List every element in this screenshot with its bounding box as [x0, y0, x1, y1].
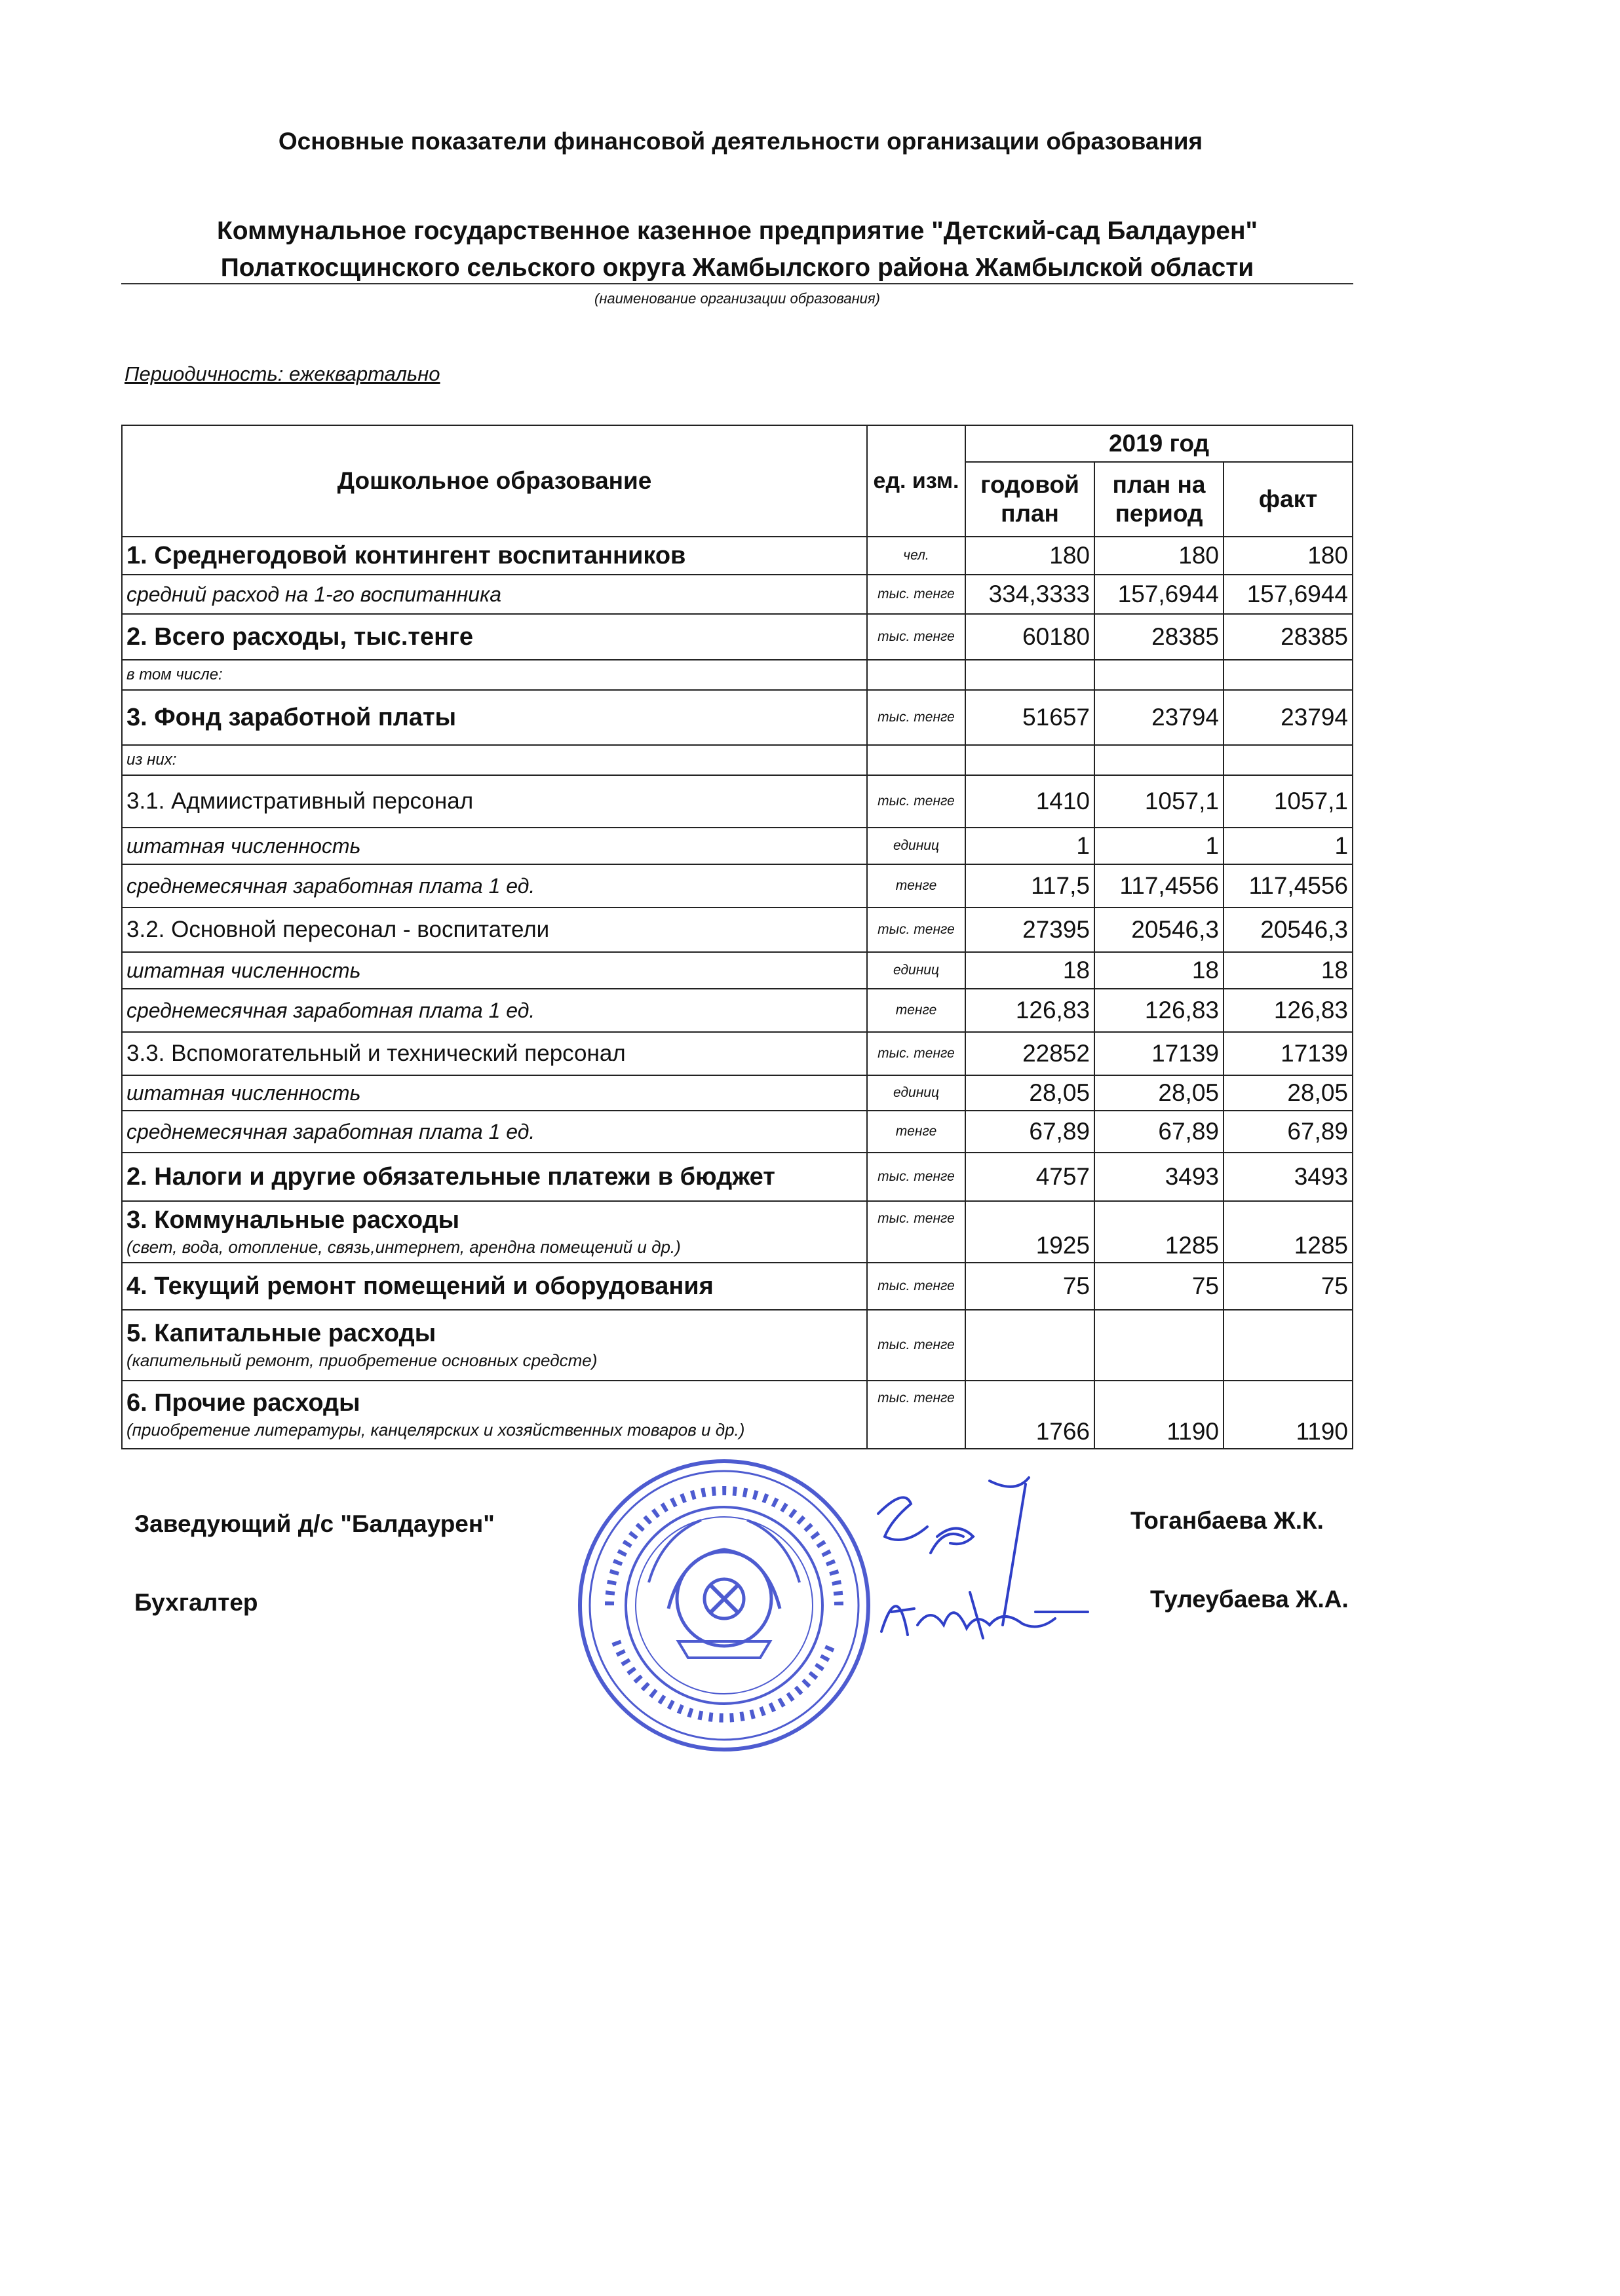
row-unit: тыс. тенге [867, 614, 965, 660]
row-label [122, 1381, 867, 1449]
row-annual-plan: 28,05 [965, 1075, 1094, 1111]
row-period-plan: 117,4556 [1094, 864, 1224, 908]
row-label-note: (капительный ремонт, приобретение основных средстe) [126, 1350, 598, 1370]
row-annual-plan: 75 [965, 1263, 1094, 1310]
organization-underline [121, 283, 1353, 284]
row-period-plan: 126,83 [1094, 989, 1224, 1032]
row-label: 3. Фонд заработной платы [122, 690, 867, 745]
row-annual-plan: 117,5 [965, 864, 1094, 908]
row-label: из них: [122, 745, 867, 775]
row-period-plan [1094, 745, 1224, 775]
row-unit [867, 660, 965, 690]
row-annual-plan: 51657 [965, 690, 1094, 745]
header-section: Дошкольное образование [122, 425, 867, 537]
row-fact [1224, 745, 1353, 775]
row-label-text: 6. Прочие расходы [126, 1389, 360, 1417]
row-annual-plan: 27395 [965, 908, 1094, 952]
row-annual-plan: 180 [965, 537, 1094, 575]
header-annual-plan: годовой план [965, 462, 1094, 537]
state-emblem-seal-icon [570, 1451, 878, 1759]
row-label: 4. Текущий ремонт помещений и оборудования [122, 1263, 867, 1310]
table-row [122, 1310, 1353, 1381]
row-unit: тыс. тенге [867, 1201, 965, 1263]
table-row [122, 908, 1353, 952]
row-label: 2. Всего расходы, тыс.тенге [122, 614, 867, 660]
row-label: среднемесячная заработная плата 1 ед. [122, 864, 867, 908]
row-label: 2. Налоги и другие обязательные платежи в бюджет [122, 1153, 867, 1201]
row-fact: 180 [1224, 537, 1353, 575]
row-unit: тенге [867, 989, 965, 1032]
table-row [122, 575, 1353, 614]
row-period-plan: 23794 [1094, 690, 1224, 745]
row-unit: единиц [867, 952, 965, 989]
table-row [122, 864, 1353, 908]
row-label-note: (свет, вода, отопление, связь,интернет, арендна помещений и др.) [126, 1237, 681, 1257]
row-fact: 20546,3 [1224, 908, 1353, 952]
row-label: 3.2. Основной пересонал - воспитатели [122, 908, 867, 952]
header-fact: факт [1224, 462, 1353, 537]
table-row [122, 828, 1353, 864]
row-label: средний расход на 1-го воспитанника [122, 575, 867, 614]
table-row [122, 1075, 1353, 1111]
row-period-plan: 157,6944 [1094, 575, 1224, 614]
organization-caption: (наименование организации образования) [594, 290, 880, 307]
row-annual-plan: 67,89 [965, 1111, 1094, 1153]
table-row [122, 690, 1353, 745]
row-label: в том числе: [122, 660, 867, 690]
row-unit: единиц [867, 828, 965, 864]
table-row [122, 745, 1353, 775]
row-fact: 28,05 [1224, 1075, 1353, 1111]
row-fact: 1190 [1224, 1381, 1353, 1449]
row-annual-plan: 334,3333 [965, 575, 1094, 614]
organization-name-line-1: Коммунальное государственное казенное предприятие "Детский-сад Балдаурен" [216, 217, 1258, 245]
head-title: Заведующий д/с "Балдаурен" [134, 1510, 495, 1537]
row-annual-plan: 18 [965, 952, 1094, 989]
row-label-note: (приобретение литературы, канцелярских и хозяйственных товаров и др.) [126, 1420, 745, 1440]
row-period-plan: 1 [1094, 828, 1224, 864]
table-row [122, 775, 1353, 828]
accountant-signature-icon [872, 1573, 1094, 1658]
row-period-plan: 1190 [1094, 1381, 1224, 1449]
table-row [122, 537, 1353, 575]
row-annual-plan [965, 660, 1094, 690]
row-label-text: 3. Коммунальные расходы [126, 1206, 460, 1234]
table-row [122, 1153, 1353, 1201]
row-fact: 1 [1224, 828, 1353, 864]
header-unit: ед. изм. [867, 425, 965, 537]
row-period-plan: 3493 [1094, 1153, 1224, 1201]
row-unit: тенге [867, 864, 965, 908]
row-fact: 3493 [1224, 1153, 1353, 1201]
row-label: 3.3. Вспомогательный и технический персонал [122, 1032, 867, 1075]
financial-indicators-table [121, 425, 1353, 1449]
row-label: среднемесячная заработная плата 1 ед. [122, 989, 867, 1032]
row-period-plan: 1057,1 [1094, 775, 1224, 828]
accountant-title: Бухгалтер [134, 1589, 258, 1616]
header-period-plan: план на период [1094, 462, 1224, 537]
row-unit: тыс. тенге [867, 775, 965, 828]
row-unit: тыс. тенге [867, 1263, 965, 1310]
table-row [122, 952, 1353, 989]
row-period-plan: 20546,3 [1094, 908, 1224, 952]
row-fact: 126,83 [1224, 989, 1353, 1032]
row-unit: тыс. тенге [867, 1153, 965, 1201]
row-annual-plan: 1766 [965, 1381, 1094, 1449]
row-period-plan: 28385 [1094, 614, 1224, 660]
row-fact [1224, 660, 1353, 690]
row-annual-plan: 22852 [965, 1032, 1094, 1075]
row-annual-plan: 1925 [965, 1201, 1094, 1263]
document-title: Основные показатели финансовой деятельности организации образования [278, 128, 1203, 155]
row-fact: 23794 [1224, 690, 1353, 745]
row-label: 3.1. Адмиистративный персонал [122, 775, 867, 828]
row-period-plan: 28,05 [1094, 1075, 1224, 1111]
organization-name [121, 213, 1353, 286]
row-fact: 28385 [1224, 614, 1353, 660]
table-row [122, 989, 1353, 1032]
table-row [122, 1111, 1353, 1153]
row-unit: тыс. тенге [867, 1310, 965, 1381]
row-label: штатная численность [122, 1075, 867, 1111]
table-row [122, 1201, 1353, 1263]
row-label: 1. Среднегодовой контингент воспитанников [122, 537, 867, 575]
row-label-text: 5. Капитальные расходы [126, 1320, 436, 1347]
head-name: Тоганбаева Ж.К. [1130, 1507, 1324, 1534]
row-fact: 157,6944 [1224, 575, 1353, 614]
row-annual-plan: 1410 [965, 775, 1094, 828]
row-fact: 67,89 [1224, 1111, 1353, 1153]
row-unit: единиц [867, 1075, 965, 1111]
row-label [122, 1310, 867, 1381]
accountant-name: Тулеубаева Ж.А. [1150, 1586, 1349, 1613]
row-fact: 1285 [1224, 1201, 1353, 1263]
row-label: штатная численность [122, 952, 867, 989]
row-label [122, 1201, 867, 1263]
row-unit: тыс. тенге [867, 1032, 965, 1075]
row-unit [867, 745, 965, 775]
row-period-plan: 67,89 [1094, 1111, 1224, 1153]
row-fact: 1057,1 [1224, 775, 1353, 828]
row-fact: 18 [1224, 952, 1353, 989]
table-row [122, 1381, 1353, 1449]
organization-name-line-2: Полаткосщинского сельского округа Жамбылского района Жамбылской области [220, 254, 1254, 282]
header-year: 2019 год [965, 425, 1353, 462]
row-period-plan: 75 [1094, 1263, 1224, 1310]
row-annual-plan: 60180 [965, 614, 1094, 660]
row-unit: чел. [867, 537, 965, 575]
row-label: среднемесячная заработная плата 1 ед. [122, 1111, 867, 1153]
row-unit: тыс. тенге [867, 575, 965, 614]
row-annual-plan: 1 [965, 828, 1094, 864]
row-period-plan: 1285 [1094, 1201, 1224, 1263]
row-annual-plan [965, 1310, 1094, 1381]
row-period-plan: 17139 [1094, 1032, 1224, 1075]
row-period-plan: 180 [1094, 537, 1224, 575]
row-fact [1224, 1310, 1353, 1381]
row-period-plan [1094, 1310, 1224, 1381]
row-unit: тыс. тенге [867, 908, 965, 952]
periodicity: Периодичность: ежеквартально [125, 362, 440, 385]
row-unit: тыс. тенге [867, 1381, 965, 1449]
table-row [122, 660, 1353, 690]
row-fact: 117,4556 [1224, 864, 1353, 908]
table-row [122, 1032, 1353, 1075]
table-row [122, 1263, 1353, 1310]
row-unit: тенге [867, 1111, 965, 1153]
row-fact: 17139 [1224, 1032, 1353, 1075]
row-annual-plan: 126,83 [965, 989, 1094, 1032]
row-unit: тыс. тенге [867, 690, 965, 745]
row-period-plan: 18 [1094, 952, 1224, 989]
row-annual-plan: 4757 [965, 1153, 1094, 1201]
row-fact: 75 [1224, 1263, 1353, 1310]
row-period-plan [1094, 660, 1224, 690]
table-row [122, 614, 1353, 660]
row-annual-plan [965, 745, 1094, 775]
row-label: штатная численность [122, 828, 867, 864]
